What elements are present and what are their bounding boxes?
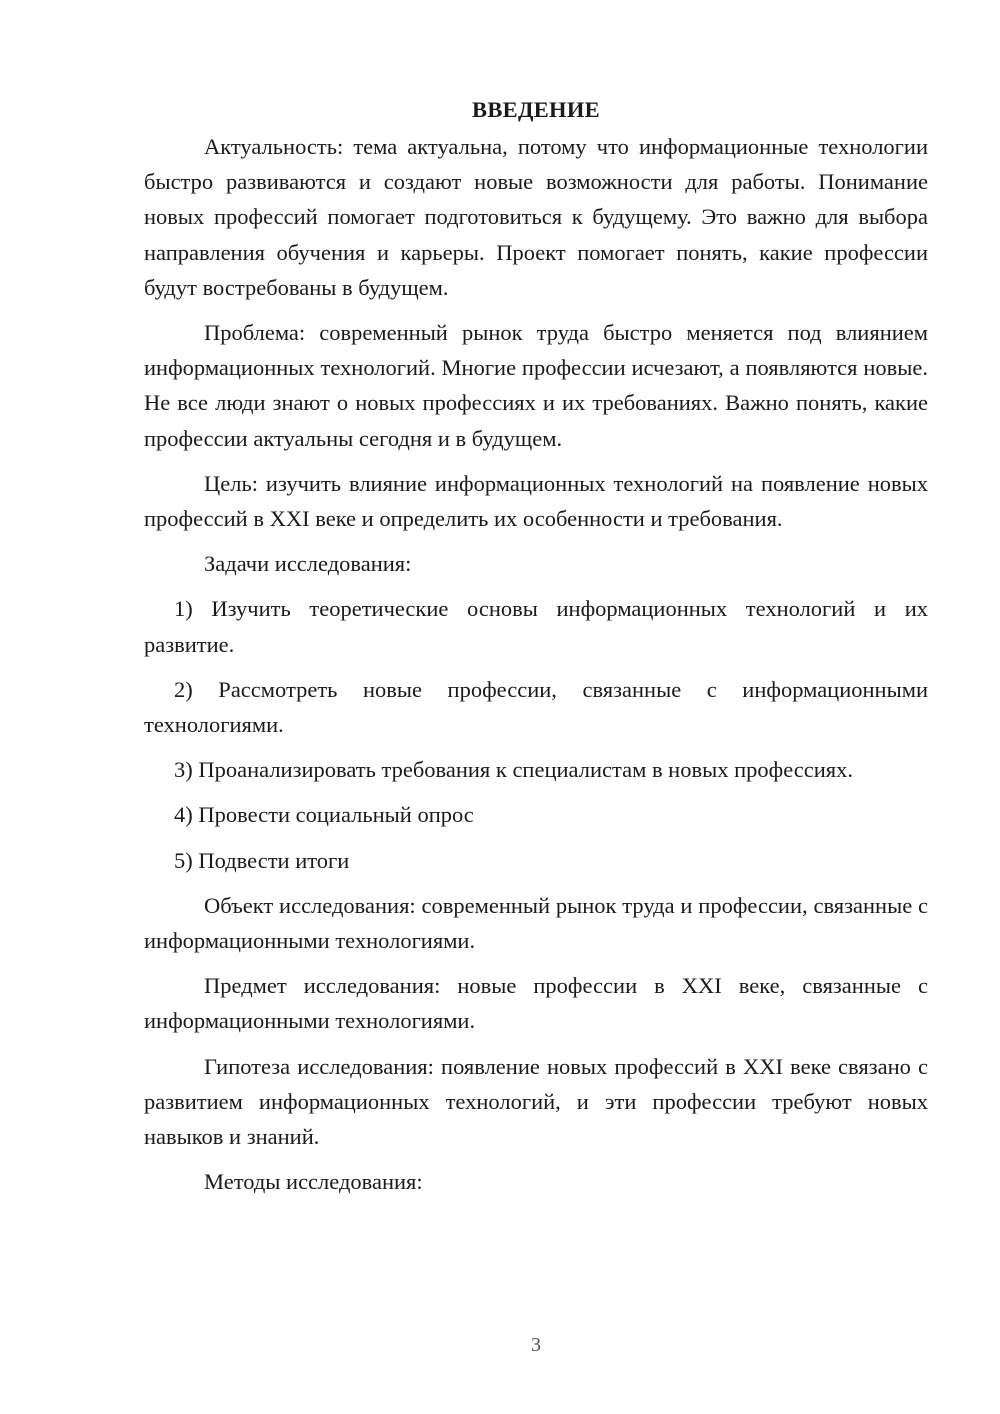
methods-label: Методы исследования: — [204, 1169, 423, 1195]
task-item-1: 1) Изучить теоретические основы информационных технологий и их развитие. — [144, 596, 928, 657]
hypothesis-paragraph: Гипотеза исследования: появление новых профессий в XXI веке связано с развитием информационных технологий, и эти профессии требуют новых навыков и знаний. — [144, 1053, 928, 1150]
page-title: ВВЕДЕНИЕ — [472, 97, 600, 122]
relevance-paragraph: Актуальность: тема актуальна, потому что информационные технологии быстро развиваются и создают новые возможности для работы. Понимание новых профессий помогает подготовиться к будущему. Это важно для выбора направления обучения и карьеры. Проект помогает понять, какие профессии будут востребованы в будущем. — [144, 134, 928, 300]
task-item-4: 4) Провести социальный опрос — [174, 802, 474, 828]
task-item-2: 2) Рассмотреть новые профессии, связанные с информационными технологиями. — [144, 676, 928, 738]
object-paragraph: Объект исследования: современный рынок труда и профессии, связанные с информационными технологиями. — [144, 892, 928, 954]
problem-paragraph: Проблема: современный рынок труда быстро меняется под влиянием информационных технологий. Многие профессии исчезают, а появляются новые. Не все люди знают о новых профессиях и их требованиях. Важно понять, какие профессии актуальны сегодня и в будущем. — [144, 320, 928, 451]
task-item-5: 5) Подвести итоги — [174, 847, 350, 873]
tasks-label: Задачи исследования: — [204, 551, 412, 577]
page-number: 3 — [531, 1334, 541, 1356]
task-item-3: 3) Проанализировать требования к специалистам в новых профессиях. — [174, 757, 853, 783]
goal-paragraph: Цель: изучить влияние информационных технологий на появление новых профессий в XXI веке и определить их особенности и требования. — [144, 470, 928, 532]
page-content — [144, 92, 928, 1209]
subject-paragraph: Предмет исследования: новые профессии в XXI веке, связанные с информационными технологиями. — [144, 973, 928, 1034]
